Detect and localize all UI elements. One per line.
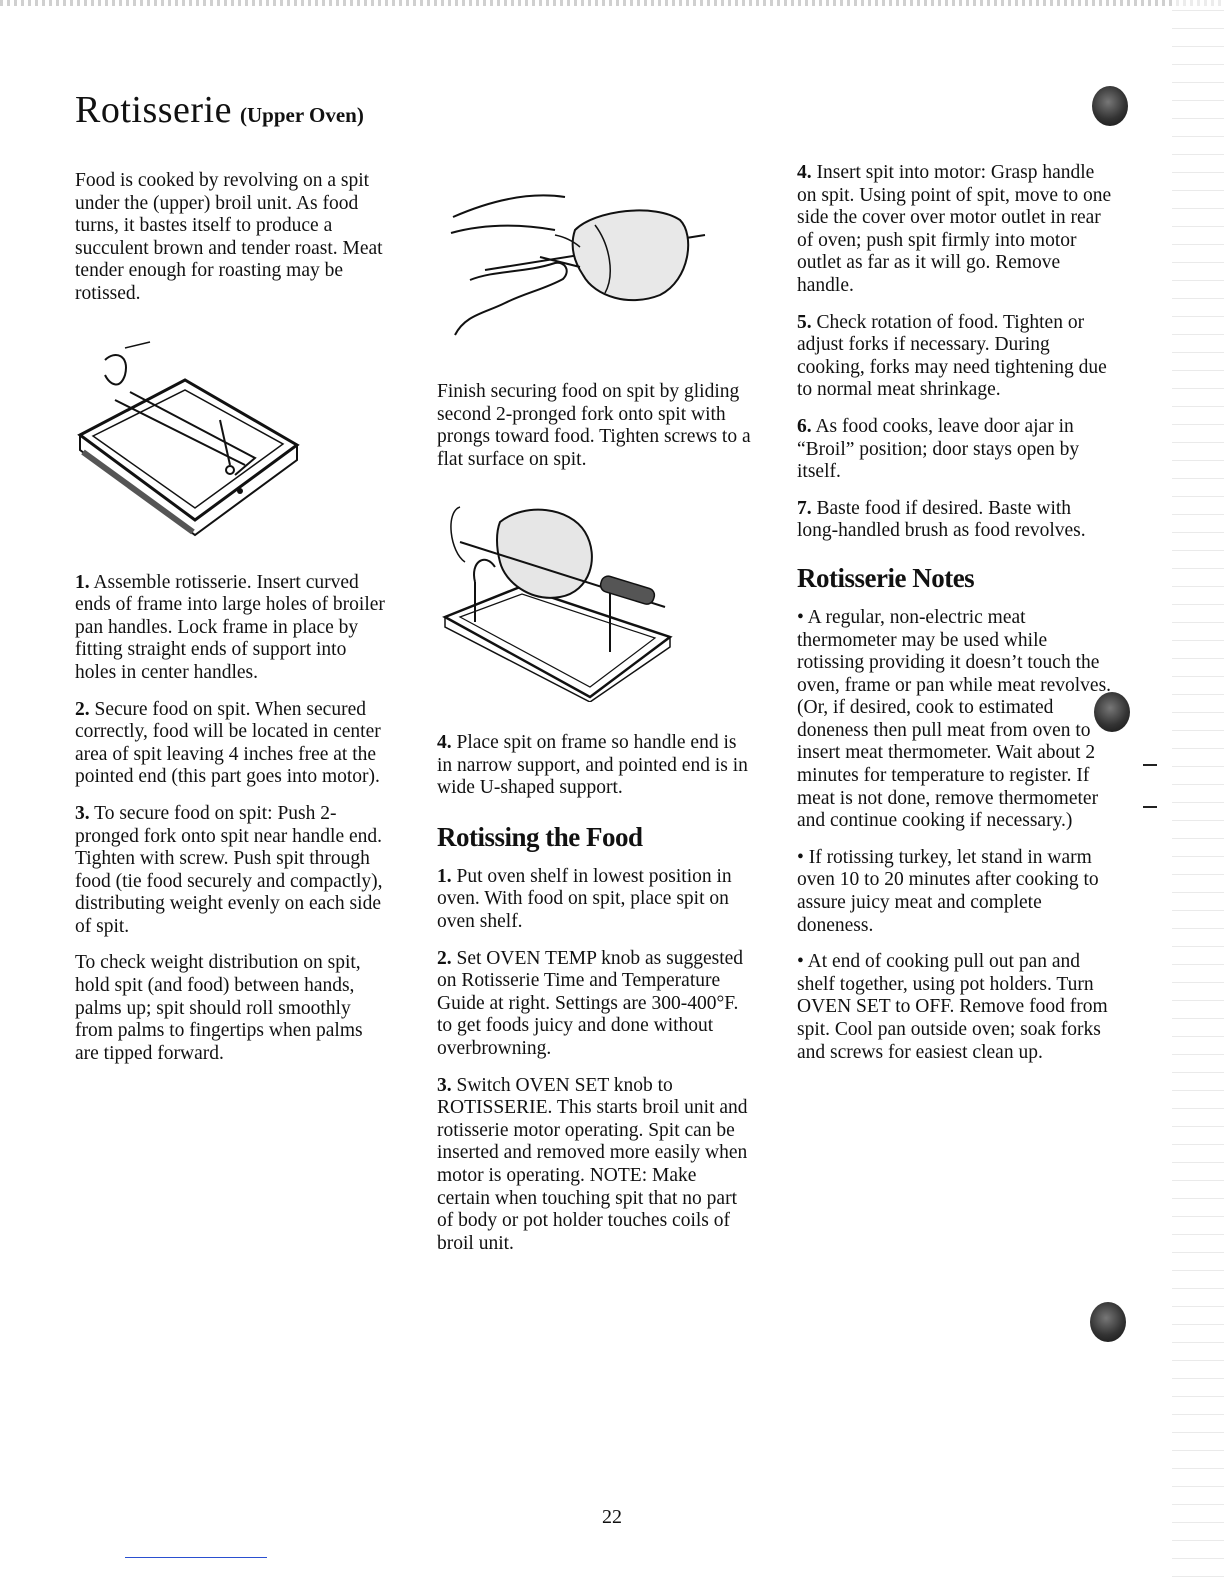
step-insert-motor <box>797 162 1117 298</box>
step-number: 2. <box>437 947 452 969</box>
step-oven-shelf <box>437 866 752 934</box>
title-subtitle: (Upper Oven) <box>239 103 364 127</box>
column-middle-lower <box>437 732 752 1269</box>
intro-paragraph: Food is cooked by revolving on a spit under the (upper) broil unit. As food turns, it bastes itself to produce a succulent brown and tender roast. Meat tender enough for roasting may be rotissed. <box>75 170 383 304</box>
step-number: 5. <box>797 311 812 333</box>
step-oven-temp <box>437 948 752 1061</box>
step-push-fork <box>75 803 390 939</box>
step-text: Baste food if desired. Baste with long-handled brush as food revolves. <box>797 497 1086 542</box>
note-cleanup: • At end of cooking pull out pan and shelf together, using pot holders. Turn OVEN SET to OFF. Remove food from spit. Cool pan outside oven; soak forks and screws for easiest clean up. <box>797 951 1108 1063</box>
step-number: 1. <box>437 865 452 887</box>
page-number: 22 <box>602 1506 622 1528</box>
column-middle <box>437 381 752 485</box>
finish-securing-paragraph: Finish securing food on spit by gliding second 2-pronged fork onto spit with prongs toward food. Tighten screws to a flat surface on spit. <box>437 381 751 470</box>
scan-edge-right <box>1172 0 1224 1584</box>
step-number: 2. <box>75 698 90 720</box>
step-door-ajar <box>797 416 1117 484</box>
step-number: 6. <box>797 415 812 437</box>
page-title <box>75 88 364 132</box>
step-check-rotation <box>797 312 1117 402</box>
step-text: Set OVEN TEMP knob as suggested on Rotisserie Time and Temperature Guide at right. Settings are 300-400°F. to get foods juicy and done without overbrowning. <box>437 947 744 1059</box>
step-number: 3. <box>75 802 90 824</box>
step-number: 7. <box>797 497 812 519</box>
note-thermometer: • A regular, non-electric meat thermometer may be used while rotissing providing it doesn’t touch the oven, frame or pan while meat revolves. (Or, if desired, cook to estimated doneness then pull meat from oven to insert meat thermometer. Wait about 2 minutes for temperature to register. If meat is not done, remove thermometer and continue cooking if necessary.) <box>797 606 1112 832</box>
note-turkey: • If rotissing turkey, let stand in warm oven 10 to 20 minutes after cooking to assure juicy meat and complete doneness. <box>797 846 1099 936</box>
binder-hole-dot <box>1092 86 1128 126</box>
step-number: 4. <box>797 162 812 183</box>
step-number: 3. <box>437 1074 452 1096</box>
column-right <box>797 162 1117 1078</box>
footer-rule <box>125 1557 267 1558</box>
title-text: Rotisserie <box>75 89 232 131</box>
step-number: 4. <box>437 732 452 753</box>
weight-check-paragraph: To check weight distribution on spit, hold spit (and food) between hands, palms up; spit should roll smoothly from palms to fingertips when palms are tipped forward. <box>75 952 363 1064</box>
step-baste <box>797 498 1117 543</box>
step-text: To secure food on spit: Push 2-pronged fork onto spit near handle end. Tighten with screw. Push spit through food (tie food securely and compactly), distributing weight evenly on each side of spit. <box>75 802 383 937</box>
step-text: Insert spit into motor: Grasp handle on spit. Using point of spit, move to one side the cover over motor outlet in rear of oven; push spit firmly into motor outlet as far as it will go. Remove handle. <box>797 162 1112 296</box>
step-text: Secure food on spit. When secured correctly, food will be located in center area of spit leaving 4 inches free at the pointed end (this part goes into motor). <box>75 698 381 788</box>
spit-on-frame-illustration <box>440 492 680 702</box>
column-left <box>75 170 390 1079</box>
step-text: Place spit on frame so handle end is in narrow support, and pointed end is in wide U-shaped support. <box>437 732 748 799</box>
step-text: Switch OVEN SET knob to ROTISSERIE. This starts broil unit and rotisserie motor operating. Spit can be inserted and removed more easily when motor is operating. NOTE: Make certain when touching spit that no part of body or pot holder touches coils of broil unit. <box>437 1074 748 1254</box>
step-assemble <box>75 572 390 685</box>
step-number: 1. <box>75 571 90 593</box>
step-place-spit <box>437 732 752 800</box>
section-heading-rotissing: Rotissing the Food <box>437 821 643 852</box>
scan-edge-top <box>0 0 1224 6</box>
hands-fork-illustration <box>445 175 715 345</box>
step-text: Check rotation of food. Tighten or adjust forks if necessary. During cooking, forks may need tightening due to normal meat shrinkage. <box>797 311 1107 401</box>
broiler-pan-frame-illustration <box>75 340 305 540</box>
step-oven-set <box>437 1075 752 1256</box>
margin-mark <box>1143 806 1157 808</box>
margin-mark <box>1143 764 1157 766</box>
step-secure-food <box>75 699 390 789</box>
step-text: Put oven shelf in lowest position in oven. With food on spit, place spit on oven shelf. <box>437 865 732 932</box>
section-heading-notes: Rotisserie Notes <box>797 562 975 593</box>
binder-hole-dot <box>1090 1302 1126 1342</box>
step-text: As food cooks, leave door ajar in “Broil” position; door stays open by itself. <box>797 415 1080 483</box>
step-text: Assemble rotisserie. Insert curved ends of frame into large holes of broiler pan handles. Lock frame in place by fitting straight ends of support into holes in center handles. <box>75 571 385 683</box>
